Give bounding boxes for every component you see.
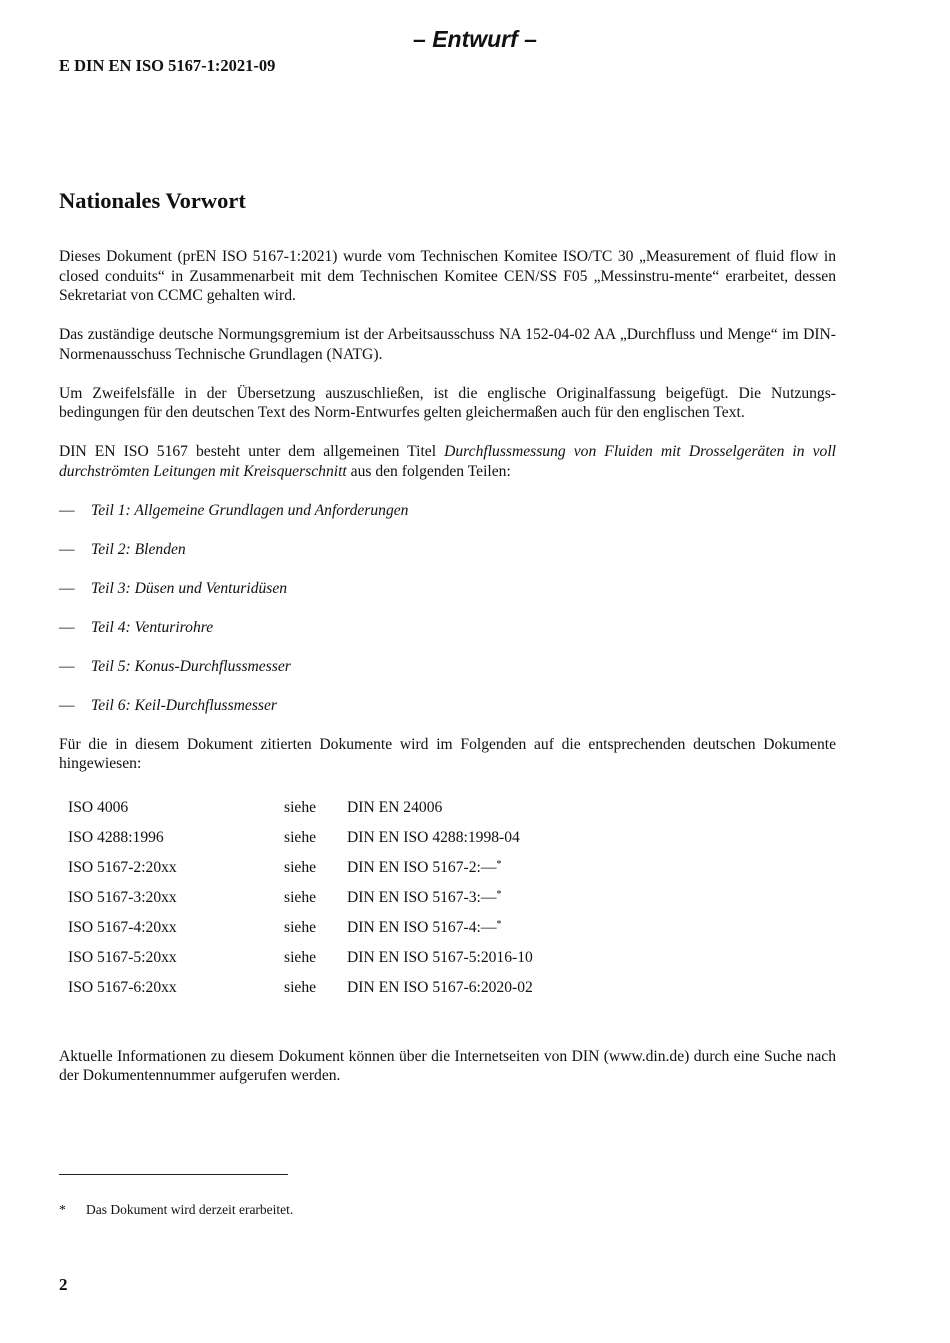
iso-reference: ISO 5167-3:20xx [68, 889, 177, 907]
iso-reference: ISO 4006 [68, 799, 129, 817]
reference-table [59, 793, 647, 1003]
list-item [59, 657, 836, 677]
see-label: siehe [284, 859, 317, 877]
part-label: Teil 6: Keil-Durchflussmesser [91, 696, 277, 714]
din-reference-text: DIN EN ISO 5167-5:2016-10 [347, 949, 533, 967]
see-label: siehe [284, 829, 317, 847]
iso-reference: ISO 5167-2:20xx [68, 859, 177, 877]
part-label: Teil 4: Venturirohre [91, 618, 214, 636]
main-content [59, 186, 836, 1003]
list-dash: — [59, 618, 75, 636]
din-reference [347, 913, 647, 943]
see-label: siehe [284, 799, 317, 817]
see-label: siehe [284, 919, 317, 937]
paragraph-parts-intro [59, 442, 836, 481]
footnote-mark: * [59, 1202, 66, 1217]
paragraph-refs-intro: Für die in diesem Dokument zitierten Dokumente wird im Folgenden auf die entsprechenden deutschen Dokumente hingewiesen: [59, 735, 836, 772]
din-reference-text: DIN EN ISO 4288:1998-04 [347, 829, 520, 847]
iso-reference: ISO 5167-4:20xx [68, 919, 177, 937]
parts-intro-lead: DIN EN ISO 5167 besteht unter dem allgemeinen Titel [59, 443, 445, 460]
paragraph-standards-body: Das zuständige deutsche Normungsgremium ist der Arbeitsausschuss NA 152-04-02 AA „Durchfluss und Menge“ im DIN-Normenausschuss Technische Grundlagen (NATG). [59, 326, 836, 363]
table-row [59, 823, 647, 853]
iso-reference: ISO 5167-5:20xx [68, 949, 177, 967]
list-dash: — [59, 696, 75, 714]
footnote [59, 1202, 293, 1218]
see-label: siehe [284, 979, 317, 997]
table-row [59, 853, 647, 883]
document-identifier: E DIN EN ISO 5167-1:2021-09 [59, 56, 276, 75]
parts-intro-tail: aus den folgenden Teilen: [346, 462, 511, 480]
list-dash: — [59, 540, 75, 558]
paragraph-closing: Aktuelle Informationen zu diesem Dokument können über die Internetseiten von DIN (www.din.de) durch eine Suche nach der Dokumentennummer aufgerufen werden. [59, 1047, 836, 1085]
list-dash: — [59, 579, 75, 597]
din-reference [347, 883, 647, 913]
list-item [59, 618, 836, 638]
part-label: Teil 1: Allgemeine Grundlagen und Anforderungen [91, 501, 409, 519]
footnote-marker: * [496, 859, 502, 871]
list-item [59, 540, 836, 560]
table-row [59, 883, 647, 913]
page-number: 2 [59, 1275, 68, 1294]
section-title: Nationales Vorwort [59, 188, 246, 213]
table-row [59, 973, 647, 1003]
paragraph-translation: Um Zweifelsfälle in der Übersetzung auszuschließen, ist die englische Originalfassung beigefügt. Die Nutzungs-bedingungen für den deutschen Text des Norm-Entwurfes gelten gleichermaßen auch für den englischen Text. [59, 384, 836, 421]
din-reference-text: DIN EN ISO 5167-3:— [347, 889, 497, 907]
footnote-marker: * [496, 919, 502, 931]
list-item [59, 696, 836, 716]
table-row [59, 913, 647, 943]
draft-watermark-heading: – Entwurf – [413, 26, 537, 52]
paragraph-committee: Dieses Dokument (prEN ISO 5167-1:2021) wurde vom Technischen Komitee ISO/TC 30 „Measurement of fluid flow in closed conduits“ in Zusammenarbeit mit dem Technischen Komitee CEN/SS F05 „Messinstru-mente“ erarbeitet, dessen Sekretariat von CCMC gehalten wird. [59, 248, 836, 304]
list-dash: — [59, 501, 75, 519]
table-row [59, 943, 647, 973]
list-item [59, 501, 836, 521]
list-item [59, 579, 836, 599]
list-dash: — [59, 657, 75, 675]
parts-list [59, 501, 836, 716]
footnote-marker: * [496, 889, 502, 901]
din-reference-text: DIN EN ISO 5167-4:— [347, 919, 497, 937]
din-reference [347, 943, 647, 973]
footnote-divider [59, 1174, 288, 1175]
see-label: siehe [284, 949, 317, 967]
din-reference-text: DIN EN 24006 [347, 799, 443, 817]
see-label: siehe [284, 889, 317, 907]
din-reference-text: DIN EN ISO 5167-2:— [347, 859, 497, 877]
din-reference [347, 823, 647, 853]
iso-reference: ISO 4288:1996 [68, 829, 164, 847]
table-row [59, 793, 647, 823]
parts-intro-title: Durchflussmessung von Fluiden mit Drosselgeräten in voll durchströmten Leitungen mit Kreisquerschnitt [59, 443, 836, 480]
part-label: Teil 3: Düsen und Venturidüsen [91, 579, 288, 597]
din-reference [347, 853, 647, 883]
part-label: Teil 2: Blenden [91, 540, 186, 558]
din-reference [347, 973, 647, 1003]
din-reference-text: DIN EN ISO 5167-6:2020-02 [347, 979, 533, 997]
iso-reference: ISO 5167-6:20xx [68, 979, 177, 997]
part-label: Teil 5: Konus-Durchflussmesser [91, 657, 291, 675]
din-reference [347, 793, 647, 823]
footnote-text: Das Dokument wird derzeit erarbeitet. [86, 1202, 294, 1217]
